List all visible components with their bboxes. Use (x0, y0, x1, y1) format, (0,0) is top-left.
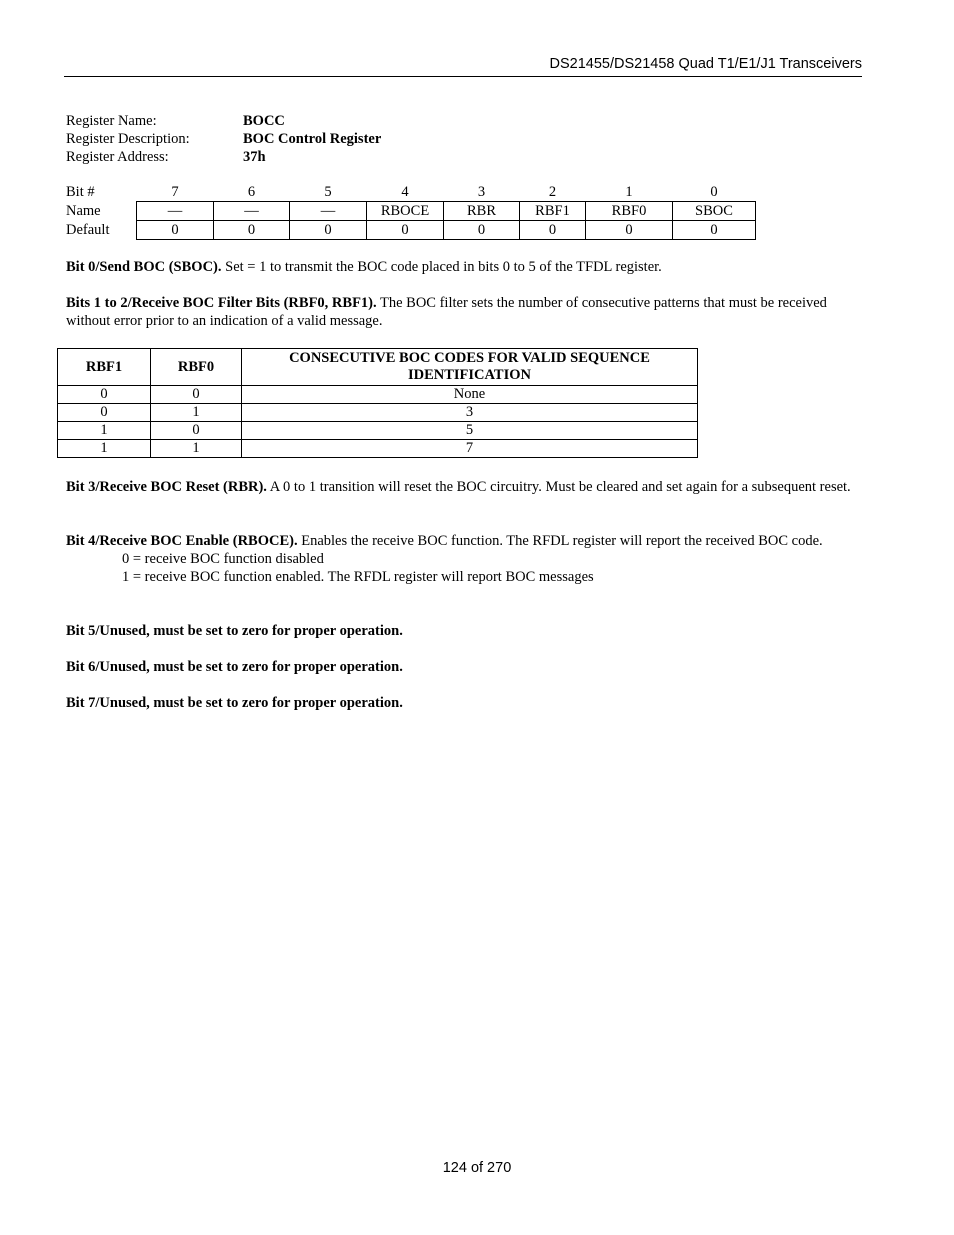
bit4-text: Enables the receive BOC function. The RFDL register will report the received BOC code. (297, 533, 823, 549)
bit7-description (66, 694, 856, 712)
bit-number: 3 (477, 183, 486, 200)
bit5-title: Bit 5/Unused, must be set to zero for proper operation. (66, 623, 403, 639)
bit-default: 0 (586, 221, 673, 240)
bit5-description (66, 622, 856, 640)
register-info (66, 112, 381, 166)
page-header: DS21455/DS21458 Quad T1/E1/J1 Transceivers (64, 56, 862, 77)
bit4-title: Bit 4/Receive BOC Enable (RBOCE). (66, 533, 298, 549)
bit4-option-enabled: 1 = receive BOC function enabled. The RFDL register will report BOC messages (122, 569, 594, 585)
bit-default: 0 (214, 221, 290, 240)
register-description: BOC Control Register (243, 131, 382, 147)
bit-number-row (64, 183, 756, 202)
bit-default: 0 (520, 221, 586, 240)
cell-rbf1: 0 (58, 404, 151, 422)
bit4-description (66, 532, 856, 586)
bit0-text: Set = 1 to transmit the BOC code placed in bits 0 to 5 of the TFDL register. (221, 259, 662, 275)
bit-default: 0 (444, 221, 520, 240)
cell-rbf0: 1 (151, 440, 242, 458)
table-header-row (58, 349, 698, 386)
bit-number: 1 (625, 183, 633, 200)
bit-default: 0 (137, 221, 214, 240)
bit-name: SBOC (673, 202, 756, 221)
bit7-title: Bit 7/Unused, must be set to zero for proper operation. (66, 695, 403, 711)
bit-default-label: Default (66, 221, 110, 238)
bit-name: RBOCE (367, 202, 444, 221)
bit-name-row (64, 202, 756, 221)
bit-default-row (64, 221, 756, 240)
bit-number: 7 (171, 183, 179, 200)
register-description-label: Register Description: (66, 131, 190, 147)
register-address-row (66, 148, 381, 166)
bit3-text: A 0 to 1 transition will reset the BOC circuitry. Must be cleared and set again for a subsequent reset. (266, 479, 851, 495)
bit-number: 0 (710, 183, 718, 200)
bit-number-label: Bit # (66, 183, 95, 200)
bit-name: — (214, 202, 290, 221)
bit-name: — (290, 202, 367, 221)
header-rbf0: RBF0 (151, 349, 242, 386)
register-name-row (66, 112, 381, 130)
cell-rbf0: 0 (151, 422, 242, 440)
register-description-row (66, 130, 381, 148)
register-name: BOCC (243, 113, 285, 129)
header-rbf1: RBF1 (58, 349, 151, 386)
bit-name: RBF0 (586, 202, 673, 221)
cell-rbf1: 0 (58, 386, 151, 404)
bit4-option-disabled: 0 = receive BOC function disabled (122, 551, 324, 567)
bit-default: 0 (290, 221, 367, 240)
register-name-label: Register Name: (66, 113, 157, 129)
bit-number: 4 (401, 183, 409, 200)
bit-name: RBR (444, 202, 520, 221)
bit-number: 2 (548, 183, 557, 200)
cell-rbf0: 0 (151, 386, 242, 404)
bits12-description (66, 294, 856, 330)
bit-default: 0 (673, 221, 756, 240)
cell-rbf1: 1 (58, 440, 151, 458)
cell-codes: 3 (242, 404, 698, 422)
table-row (58, 422, 698, 440)
bit0-description (66, 258, 856, 276)
register-address-label: Register Address: (66, 149, 169, 165)
table-row (58, 404, 698, 422)
cell-rbf0: 1 (151, 404, 242, 422)
table-row (58, 440, 698, 458)
bit6-title: Bit 6/Unused, must be set to zero for proper operation. (66, 659, 403, 675)
bit-default: 0 (367, 221, 444, 240)
cell-codes: 7 (242, 440, 698, 458)
bit-name: RBF1 (520, 202, 586, 221)
page-number: 124 of 270 (442, 1160, 512, 1176)
bit-name: — (137, 202, 214, 221)
cell-codes: 5 (242, 422, 698, 440)
bit3-title: Bit 3/Receive BOC Reset (RBR). (66, 479, 267, 495)
boc-filter-table (57, 348, 698, 458)
table-row (58, 386, 698, 404)
bit-table (64, 183, 756, 240)
cell-codes: None (242, 386, 698, 404)
bit-name-label: Name (66, 202, 101, 219)
bits12-title: Bits 1 to 2/Receive BOC Filter Bits (RBF0, RBF1). (66, 295, 377, 311)
header-consecutive-codes: CONSECUTIVE BOC CODES FOR VALID SEQUENCE IDENTIFICATION (242, 349, 698, 386)
bit-number: 5 (324, 183, 332, 200)
register-address: 37h (243, 149, 266, 165)
bits12-text: The BOC filter sets the number of consecutive patterns that must be received without error prior to an indication of a valid message. (66, 295, 827, 329)
bit0-title: Bit 0/Send BOC (SBOC). (66, 259, 222, 275)
bit-number: 6 (247, 183, 256, 200)
bit6-description (66, 658, 856, 676)
cell-rbf1: 1 (58, 422, 151, 440)
bit3-description (66, 478, 856, 496)
